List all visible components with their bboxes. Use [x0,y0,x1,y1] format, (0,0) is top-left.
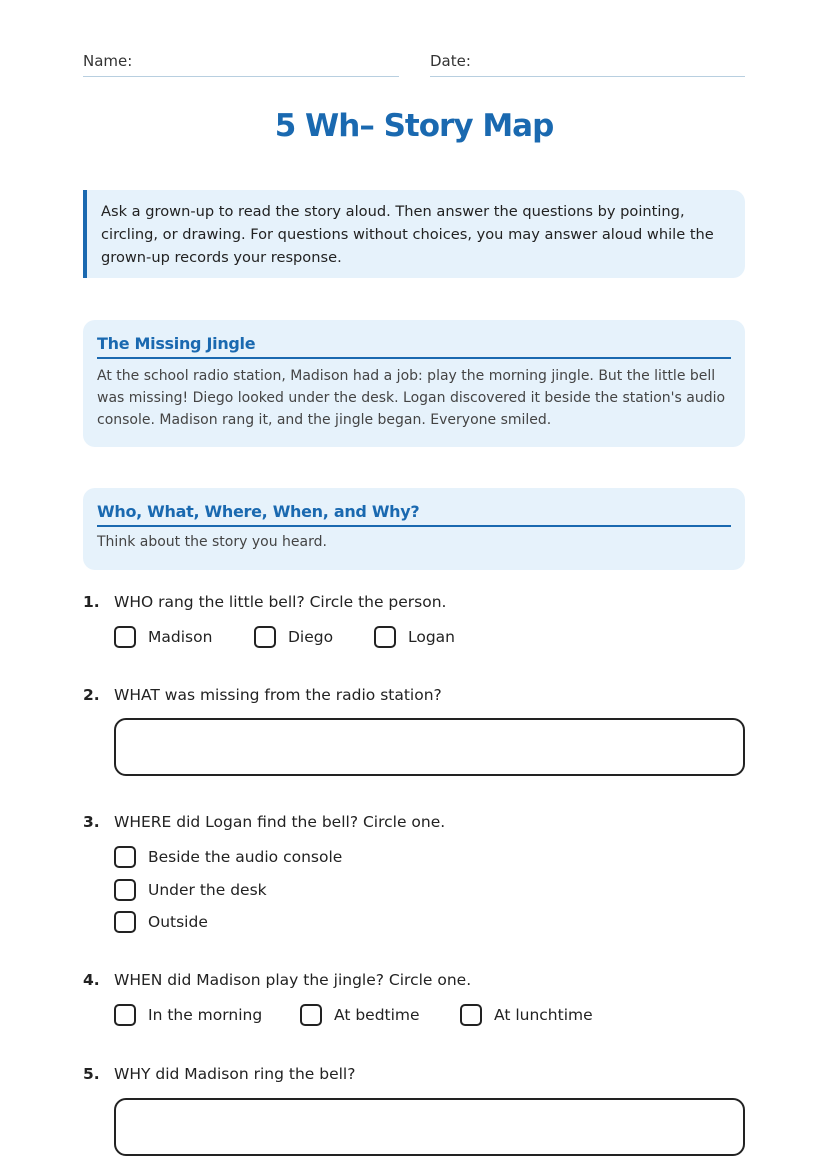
instructions-text: Ask a grown-up to read the story aloud. Then answer the questions by pointing, circling, or drawing. For questions without choices, you may answer aloud while the grown-up records your response. [101,203,714,266]
option-morning[interactable] [114,1004,262,1026]
checkbox[interactable] [114,846,136,868]
option-outside[interactable] [114,911,208,933]
option-label: Diego [288,628,334,646]
question-number: 2. [83,686,100,704]
checkbox[interactable] [114,879,136,901]
checkbox[interactable] [114,911,136,933]
checkbox[interactable] [114,626,136,648]
option-lunchtime[interactable] [460,1004,593,1026]
option-diego[interactable] [254,626,333,648]
question-text: WHERE did Logan find the bell? Circle one. [114,813,446,831]
checkbox[interactable] [254,626,276,648]
option-under-desk[interactable] [114,879,267,901]
prompt-box [83,488,745,570]
name-label: Name: [83,52,133,70]
option-label: In the morning [148,1006,263,1024]
option-label: Beside the audio console [148,848,343,866]
answer-box-what[interactable] [114,718,745,776]
date-field[interactable] [430,52,745,77]
story-text: At the school radio station, Madison had a job: play the morning jingle. But the little bell was missing! Diego looked under the desk. Logan discovered it beside the station's audio console. Madison rang it, and the jingle began. Everyone smiled. [97,368,726,428]
option-logan[interactable] [374,626,455,648]
question-text: WHO rang the little bell? Circle the person. [114,593,447,611]
answer-box-why[interactable] [114,1098,745,1156]
checkbox[interactable] [114,1004,136,1026]
question-number: 4. [83,971,100,989]
story-box [83,320,745,447]
option-bedtime[interactable] [300,1004,420,1026]
question-number: 5. [83,1065,100,1083]
option-label: Logan [408,628,456,646]
question-number: 1. [83,593,100,611]
checkbox[interactable] [460,1004,482,1026]
prompt-title: Who, What, Where, When, and Why? [97,502,731,527]
option-label: At bedtime [334,1006,420,1024]
name-field[interactable] [83,52,399,77]
question-number: 3. [83,813,100,831]
prompt-subtitle: Think about the story you heard. [97,534,327,550]
option-label: At lunchtime [494,1006,593,1024]
date-label: Date: [430,52,471,70]
option-madison[interactable] [114,626,212,648]
option-beside-console[interactable] [114,846,342,868]
question-text: WHAT was missing from the radio station? [114,686,442,704]
checkbox[interactable] [300,1004,322,1026]
instructions-callout [83,190,745,278]
story-title: The Missing Jingle [97,334,731,359]
option-label: Under the desk [148,881,267,899]
question-text: WHEN did Madison play the jingle? Circle one. [114,971,472,989]
checkbox[interactable] [374,626,396,648]
page-title: 5 Wh– Story Map [274,108,554,144]
question-text: WHY did Madison ring the bell? [114,1065,356,1083]
option-label: Madison [148,628,213,646]
option-label: Outside [148,913,208,931]
